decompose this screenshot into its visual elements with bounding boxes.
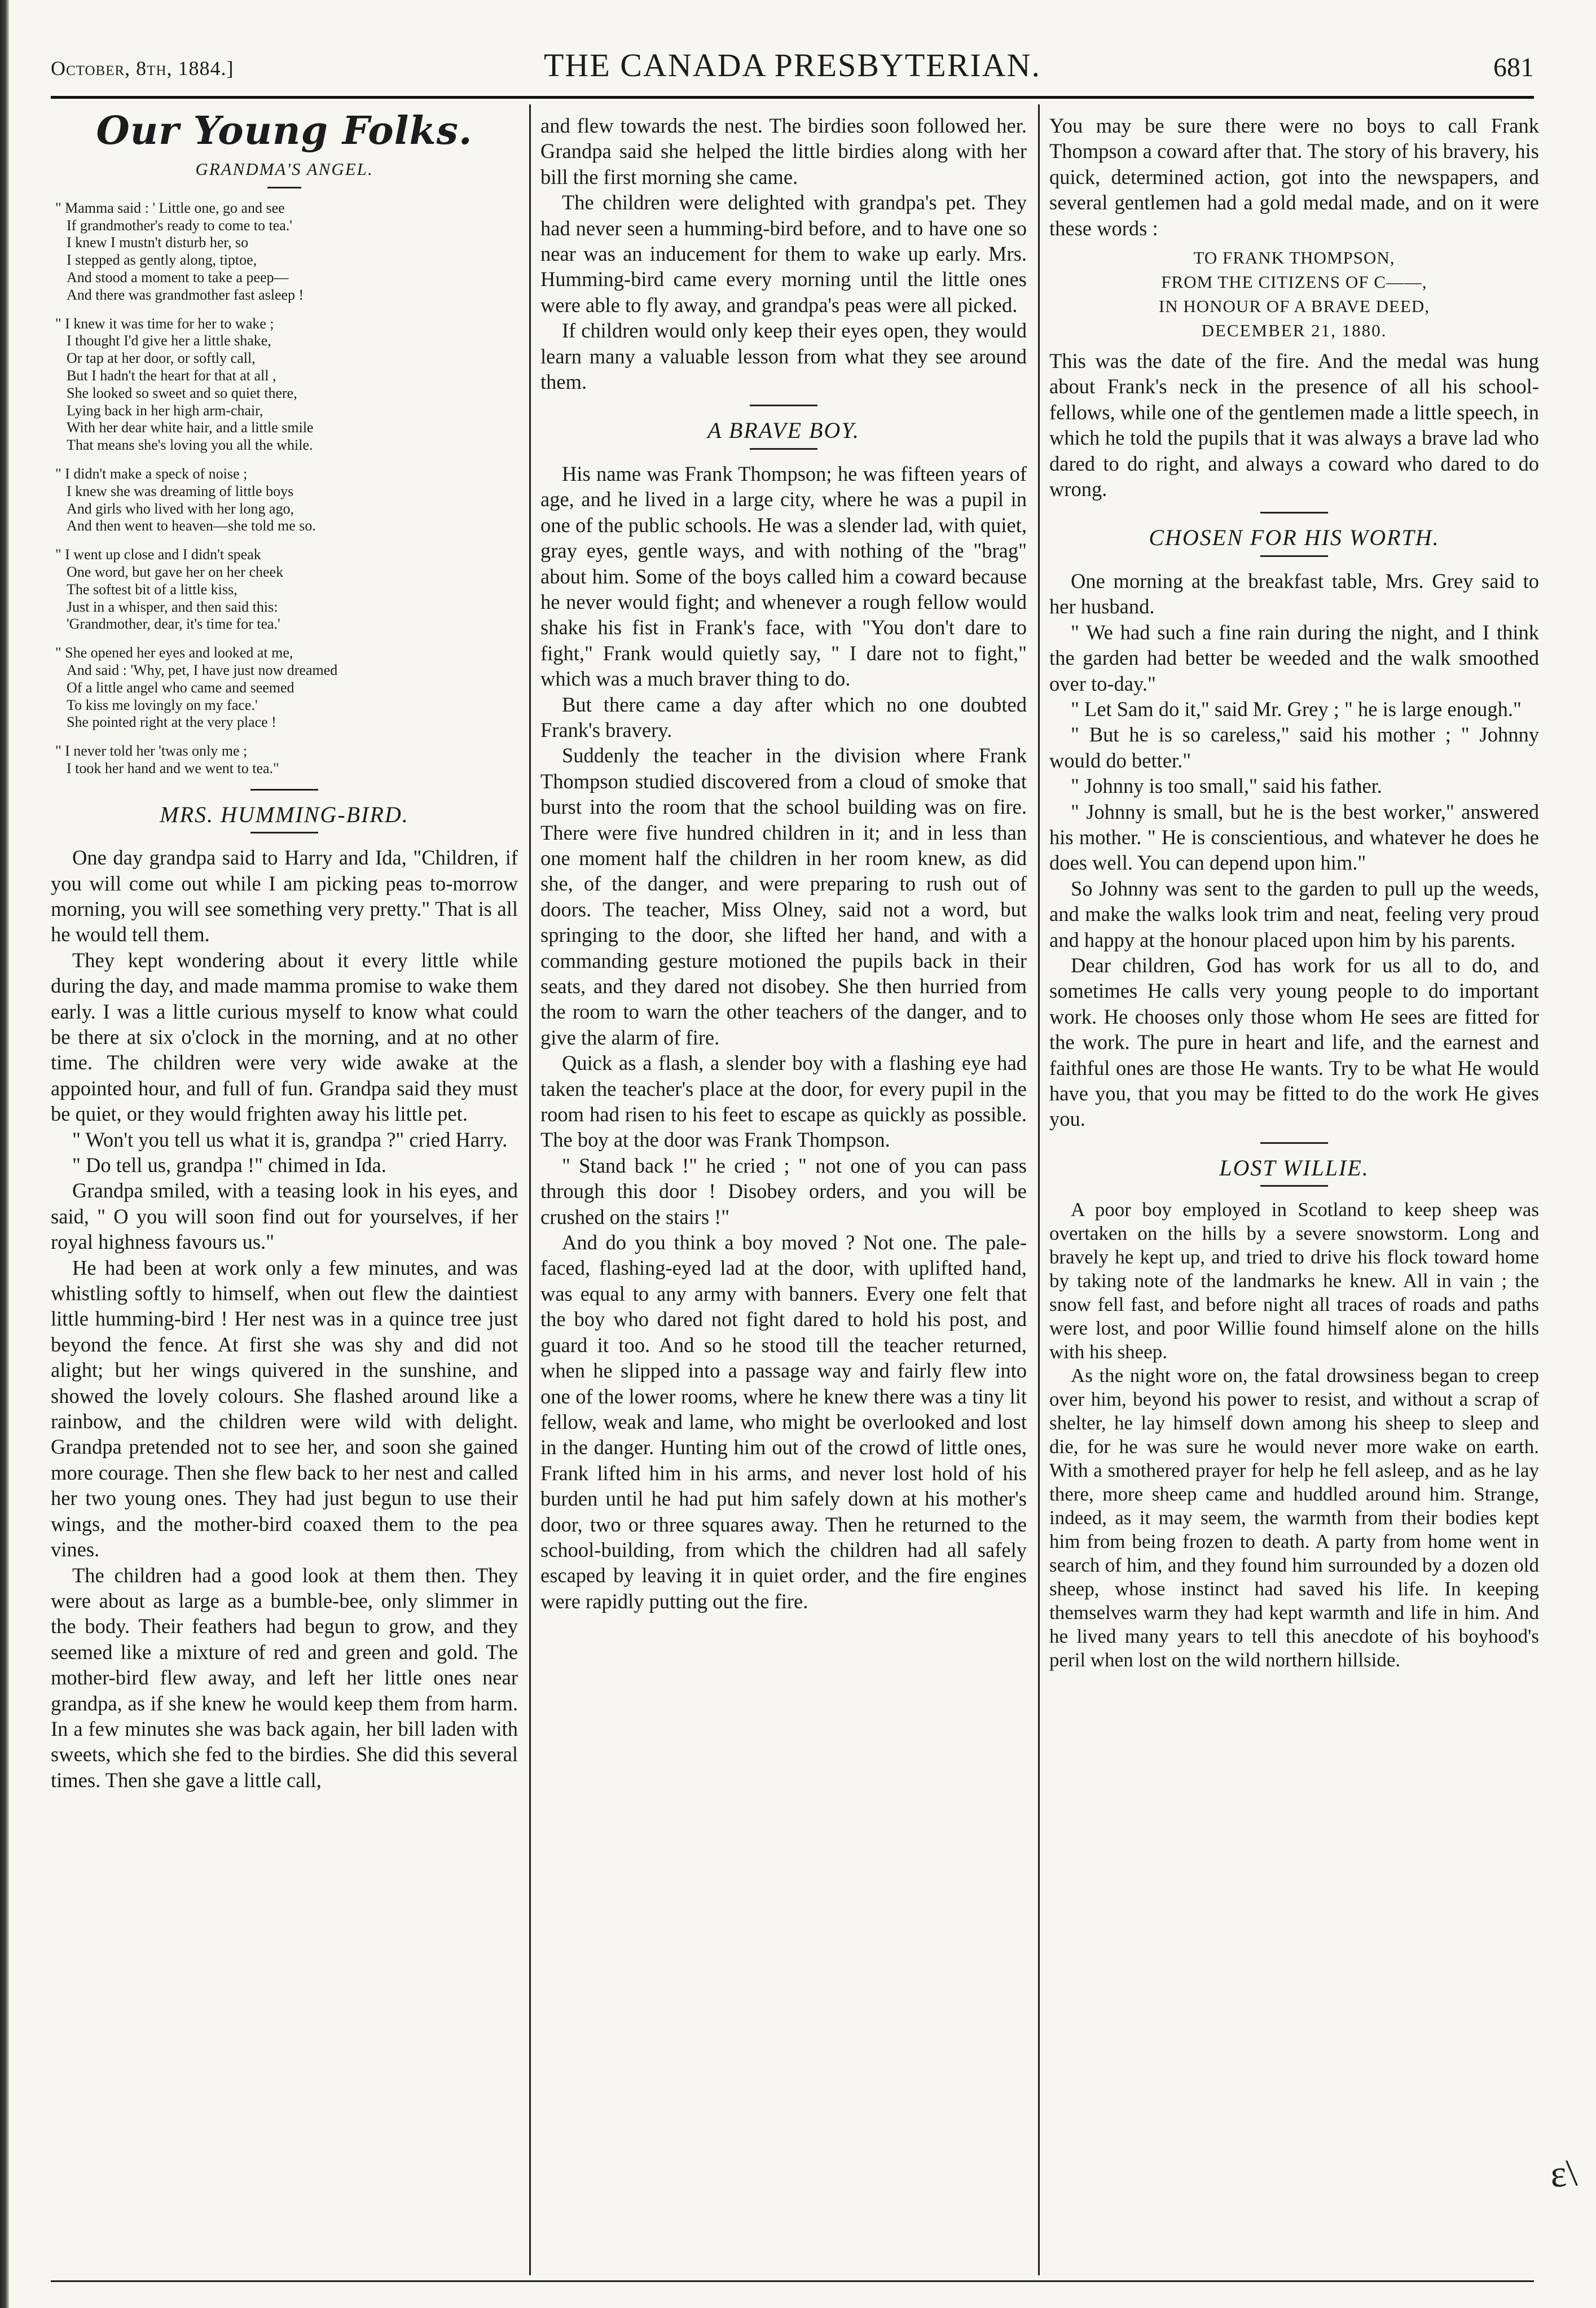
poem-line: I stepped as gently along, tiptoe, [67, 252, 257, 269]
paragraph: You may be sure there were no boys to call Frank Thompson a coward after that. The story of his bravery, his quick, determined action, got into the newspapers, and several gentlemen had a gold medal made, and on it were these words : [1049, 114, 1539, 240]
poem-line: Or tap at her door, or softly call, [67, 350, 256, 367]
margin-mark: ε\ [1549, 2151, 1579, 2196]
inscription-line: DECEMBER 21, 1880. [1201, 321, 1387, 341]
paragraph: So Johnny was sent to the garden to pull up the weeds, and make the walks look trim and neat, feeling very proud and happy at the honour placed upon him by his parents. [1049, 876, 1539, 951]
story-body-chosen [1049, 568, 1539, 1132]
story-title-humming-bird: MRS. HUMMING-BIRD. [160, 801, 409, 827]
poem-line: I knew I mustn't disturb her, so [67, 234, 249, 251]
paragraph: If children would only keep their eyes open, they would learn many a valuable lesson from what they see around them. [540, 319, 1027, 394]
poem-stanza [51, 315, 518, 454]
poem-line: " I didn't make a speck of noise ; [55, 465, 248, 482]
title-rule [1260, 555, 1328, 557]
poem-line: But I hadn't the heart for that at all , [67, 367, 276, 384]
poem-line: " I went up close and I didn't speak [55, 546, 261, 563]
poem-line: " She opened her eyes and looked at me, [55, 644, 293, 661]
poem-line: One word, but gave her on her cheek [67, 563, 284, 580]
poem-line: Lying back in her high arm-chair, [67, 402, 263, 419]
paragraph: A poor boy employed in Scotland to keep sheep was overtaken on the hills by a severe snowstorm. Long and bravely he kept up, and tried to drive his flock toward home by taking note of the landmarks he knew. All in vain ; the snow fell fast, and before night all traces of roads and paths were lost, and poor Willie found himself alone on the hills with his sheep. [1049, 1199, 1539, 1363]
poem-line: If grandmother's ready to come to tea.' [67, 217, 292, 234]
poem-line: " I knew it was time for her to wake ; [55, 315, 274, 332]
poem-line: I knew she was dreaming of little boys [67, 482, 294, 499]
poem-line: Just in a whisper, and then said this: [67, 598, 278, 615]
title-rule [250, 832, 318, 833]
poem-line: She looked so sweet and so quiet there, [67, 384, 297, 401]
poem-line: " Mamma said : ' Little one, go and see [55, 199, 285, 216]
poem-line: That means she's loving you all the while. [67, 437, 313, 454]
column-2 [540, 113, 1027, 1614]
title-rule [750, 405, 817, 406]
header-rule [51, 96, 1534, 99]
paragraph: As the night wore on, the fatal drowsiness began to creep over him, beyond his power to resist, and without a scrap of shelter, he lay himself down among his sheep to sleep and die, for he was sure he would never more wake on earth. With a smothered prayer for help he fell asleep, and as he lay there, more sheep came and huddled around him. Strange, indeed, as it may seem, the warmth from their bodies kept him from being frozen to death. A party from home went in search of him, and they found him surrounded by a dozen old sheep, whose instinct had saved his life. In keeping themselves warm they had kept warmth and life in him. And he lived many years to tell this anecdote of his boyhood's peril when lost on the wild northern hillside. [1049, 1364, 1539, 1671]
paragraph: " Stand back !" he cried ; " not one of you can pass through this door ! Disobey orders, and you will be crushed on the stairs !" [540, 1153, 1027, 1228]
title-rule [1260, 512, 1328, 514]
section-heading: Our Young Folks. [96, 108, 473, 153]
column-divider-2 [1038, 104, 1040, 2275]
poem-grandmas-angel [51, 200, 518, 778]
story-body-brave-boy-end [1049, 348, 1539, 502]
paragraph: One day grandpa said to Harry and Ida, "Children, if you will come out while I am picking peas to-morrow morning, you will see something very pretty." That is all he would tell them. [51, 846, 518, 946]
page-header [51, 46, 1534, 90]
title-rule [1260, 1185, 1328, 1187]
issue-date: October, 8th, 1884.] [51, 57, 234, 80]
paragraph: And do you think a boy moved ? Not one. The pale-faced, flashing-eyed lad at the door, with uplifted hand, was equal to any army with banners. Every one felt that the boy who dared not fight dared to hold his post, and guard it too. And so he stood till the teacher returned, when he slipped into a passage way and fairly flew into one of the lower rooms, where he knew there was a tiny lit fellow, weak and lame, who might be overlooked and lost in the danger. Hunting him out of the crowd of little ones, Frank lifted him in his arms, and never lost hold of his burden until he had put him safely down at his mother's door, two or three squares away. Then he returned to the school-building, from which the children had all safely escaped by leaving it in quiet order, and the fire engines were rapidly putting out the fire. [540, 1231, 1027, 1613]
column-1 [51, 108, 518, 1793]
story-body-humming-bird [51, 845, 518, 1793]
poem-line: To kiss me lovingly on my face.' [67, 696, 258, 713]
story-title-lost-willie: LOST WILLIE. [1219, 1155, 1369, 1181]
poem-stanza [51, 743, 518, 778]
story-body-humming-bird-cont [540, 113, 1027, 394]
title-rule [250, 789, 318, 791]
column-3 [1049, 113, 1539, 1672]
column-divider-1 [529, 104, 531, 2275]
paragraph: He had been at work only a few minutes, and was whistling softly to himself, when out flew the daintiest little humming-bird ! Her nest was in a quince tree just beyond the fence. At first she was shy and did not alight; but her wings quivered in the sunshine, and showed the lovely colours. She flashed around like a rainbow, and the children were wild with delight. Grandpa pretended not to see her, and soon she gained more courage. Then she flew back to her nest and called her two young ones. They had just begun to use their wings, and the mother-bird coaxed them to the pea vines. [51, 1256, 518, 1561]
paragraph: They kept wondering about it every little while during the day, and made mamma promise to wake them early. I was a little curious myself to know what could be there at six o'clock in the morning, and at no other time. The children were very wide awake at the appointed hour, and full of fun. Grandpa said they must be quiet, or they would frighten away his little pet. [51, 948, 518, 1126]
paragraph: Suddenly the teacher in the division where Frank Thompson studied discovered from a cloud of smoke that burst into the room that the school building was on fire. There were five hundred children in it; and in less than one moment half the children in her room knew, as did she, of the danger, and were preparing to rush out of doors. The teacher, Miss Olney, said not a word, but springing to the door, she lifted her hand, and with a commanding gesture motioned the pupils back in their seats, and they dared not disobey. She then hurried from the room to warn the other teachers of the danger, and to give the alarm of fire. [540, 744, 1027, 1049]
paragraph: " Johnny is too small," said his father. [1071, 774, 1382, 798]
inscription-line: IN HONOUR OF A BRAVE DEED, [1158, 296, 1430, 317]
paragraph: " We had such a fine rain during the night, and I think the garden had better be weeded and the walk smoothed over to-day." [1049, 620, 1539, 695]
paragraph: and flew towards the nest. The birdies soon followed her. Grandpa said she helped the little birdies along with her bill the first morning she came. [540, 114, 1027, 188]
paragraph: Dear children, God has work for us all to do, and sometimes He calls very young people to do important work. He chooses only those whom He sees are fitted for the work. The pure in heart and life, and the earnest and faithful ones are those He wants. Try to be what He would have you, that you may be fitted to do the work He gives you. [1049, 953, 1539, 1131]
paragraph: " Won't you tell us what it is, grandpa ?" cried Harry. [72, 1127, 508, 1151]
title-rule [750, 448, 817, 450]
paragraph: " Let Sam do it," said Mr. Grey ; " he is large enough." [1071, 697, 1522, 721]
paragraph: But there came a day after which no one doubted Frank's bravery. [540, 692, 1027, 741]
page-number: 681 [1493, 52, 1534, 82]
poem-line: The softest bit of a little kiss, [67, 581, 238, 598]
newspaper-title: THE CANADA PRESBYTERIAN. [544, 47, 1041, 84]
title-rule [1260, 1142, 1328, 1144]
poem-line: And stood a moment to take a peep— [67, 269, 289, 286]
poem-line: And then went to heaven—she told me so. [67, 517, 316, 534]
story-body-brave-boy [540, 461, 1027, 1614]
poem-line: 'Grandmother, dear, it's time for tea.' [67, 616, 280, 633]
paragraph: The children had a good look at them then. They were about as large as a bumble-bee, only slimmer in the body. Their feathers had begun to grow, and they seemed like a mixture of red and green and gold. The mother-bird flew away, and left her little ones near grandpa, as if she knew he would keep them from harm. In a few minutes she was back again, her bill laden with sweets, which she fed to the birdies. She did this several times. Then she gave a little call, [51, 1563, 518, 1792]
inscription-line: FROM THE CITIZENS OF C——, [1161, 272, 1427, 292]
poem-line: I thought I'd give her a little shake, [67, 332, 271, 349]
poem-line: And there was grandmother fast asleep ! [67, 286, 304, 303]
story-title-brave-boy: A BRAVE BOY. [707, 418, 860, 444]
paragraph: One morning at the breakfast table, Mrs. Grey said to her husband. [1049, 569, 1539, 618]
footer-rule [51, 2280, 1534, 2282]
poem-line: She pointed right at the very place ! [67, 714, 276, 731]
poem-line: And girls who lived with her long ago, [67, 500, 294, 517]
paragraph: Quick as a flash, a slender boy with a flashing eye had taken the teacher's place at the door, for every pupil in the room had risen to his feet to escape as quickly as possible. The boy at the door was Frank Thompson. [540, 1051, 1027, 1152]
poem-line: I took her hand and we went to tea." [67, 760, 279, 776]
paragraph: The children were delighted with grandpa's pet. They had never seen a humming-bird before, and to have one so near was an inducement for them to wake up early. Mrs. Humming-bird came every morning until the little ones were able to fly away, and grandpa's peas were all picked. [540, 191, 1027, 317]
paragraph: " Johnny is small, but he is the best worker," answered his mother. " He is conscientious, and whatever he does he does well. You can depend upon him." [1049, 800, 1539, 875]
paragraph: This was the date of the fire. And the medal was hung about Frank's neck in the presence of all his school-fellows, while one of the gentlemen made a little speech, in which he told the pupils that it was always a brave lad who dared to do right, and always a coward who dared to do wrong. [1049, 349, 1539, 501]
poem-stanza [51, 546, 518, 633]
title-rule [267, 187, 301, 188]
poem-title: GRANDMA'S ANGEL. [195, 159, 373, 179]
paragraph: His name was Frank Thompson; he was fifteen years of age, and he lived in a large city, where he was a pupil in one of the public schools. He was a slender lad, with quiet, gray eyes, gentle ways, and with nothing of the "brag" about him. Some of the boys called him a coward because he never would fight; and whenever a rough fellow would shake his fist in Frank's face, with "You don't dare to fight," Frank would quietly say, " I dare not to fight," which was a much braver thing to do. [540, 462, 1027, 691]
inscription-line: TO FRANK THOMPSON, [1193, 248, 1395, 268]
story-body-lost-willie [1049, 1198, 1539, 1672]
poem-stanza [51, 466, 518, 535]
scan-edge [0, 0, 9, 2308]
poem-line: " I never told her 'twas only me ; [55, 743, 248, 760]
medal-inscription [1049, 245, 1539, 343]
poem-line: With her dear white hair, and a little smile [67, 419, 314, 436]
poem-stanza [51, 644, 518, 731]
paragraph: Grandpa smiled, with a teasing look in his eyes, and said, " O you will soon find out for yourselves, if her royal highness favours us." [51, 1179, 518, 1254]
story-body-brave-boy-cont [1049, 113, 1539, 241]
paragraph: " Do tell us, grandpa !" chimed in Ida. [72, 1153, 386, 1177]
poem-stanza [51, 200, 518, 304]
poem-line: And said : 'Why, pet, I have just now dreamed [67, 661, 338, 678]
poem-line: Of a little angel who came and seemed [67, 679, 294, 696]
paragraph: " But he is so careless," said his mother ; " Johnny would do better." [1049, 723, 1539, 772]
story-title-chosen: CHOSEN FOR HIS WORTH. [1149, 525, 1440, 551]
